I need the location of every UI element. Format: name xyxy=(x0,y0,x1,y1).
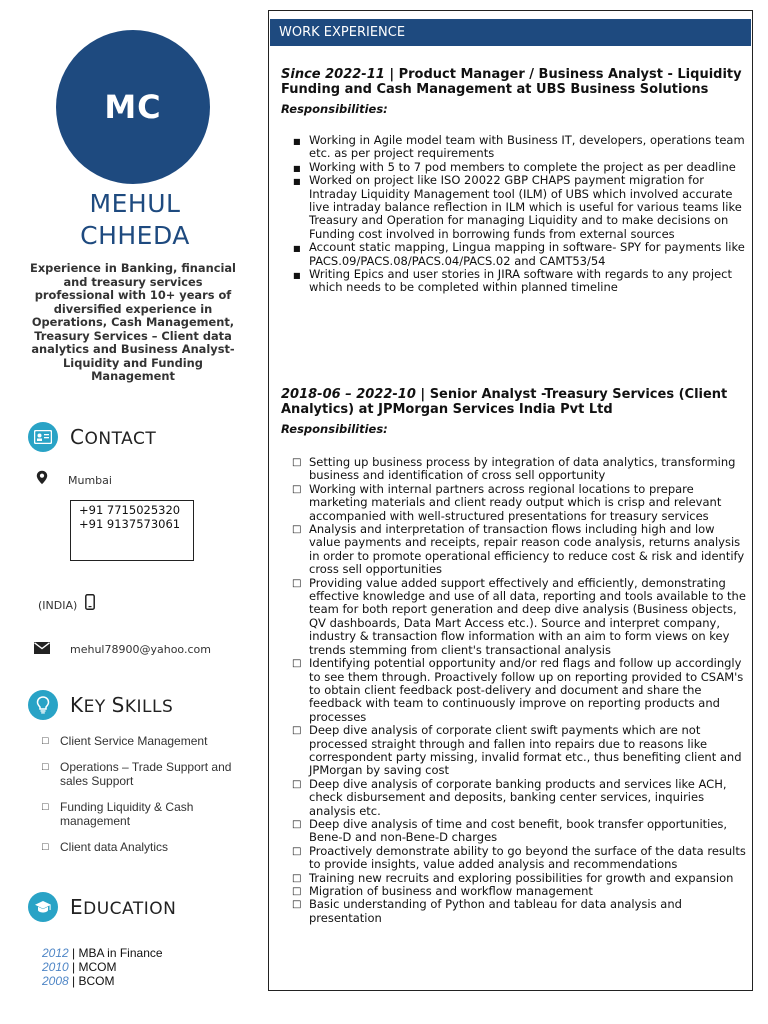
phone-number[interactable]: +91 9137573061 xyxy=(79,517,181,531)
phone-numbers-box xyxy=(70,500,194,561)
education-item: 2008 | BCOM xyxy=(42,974,115,988)
square-bullet-icon: ■ xyxy=(293,163,301,173)
name-line-first: MEHUL xyxy=(89,189,181,218)
square-bullet-icon: ■ xyxy=(293,244,301,254)
left-sidebar xyxy=(0,0,262,1024)
skill-item: □ Funding Liquidity & Cash management xyxy=(42,800,194,828)
job-entry xyxy=(281,387,749,925)
responsibility-item: □ Identifying potential opportunity and/or red flags and follow up accordingly to see them through. Proactively follow up on reporting provided to CSAM's to obtain client feedback post-delivery and document and share the feedback with team to continuously improve on reporting products and processes xyxy=(292,656,744,724)
responsibility-item: □ Analysis and interpretation of transaction flows including high and low value payments and receipts, repair reason code analysis, returns analysis in order to promote operational efficiency to reduce cost & risk and identify cross sell opportunities xyxy=(292,522,745,577)
responsibility-item: ■ Writing Epics and user stories in JIRA software with regards to any project which needs to be completed within planned timeline xyxy=(293,267,733,295)
square-bullet-icon: ■ xyxy=(293,177,301,187)
name-line-last: CHHEDA xyxy=(80,221,190,250)
square-bullet-icon: ■ xyxy=(293,271,301,281)
country-label: (INDIA) xyxy=(38,599,78,612)
skill-item: □ Operations – Trade Support and sales Support xyxy=(42,760,232,788)
responsibility-item: ■ Working in Agile model team with Business IT, developers, operations team etc. as per project requirements xyxy=(293,133,745,161)
work-experience-panel xyxy=(268,10,753,991)
responsibility-item: □ Proactively demonstrate ability to go beyond the surface of the data results to provide insights, value added analysis and recommendations xyxy=(292,843,746,872)
checkbox-bullet-icon: □ xyxy=(292,886,302,897)
education-item: 2012 | MBA in Finance xyxy=(42,946,163,960)
job-title: Since 2022-11 | Product Manager / Business Analyst - Liquidity Funding and Cash Management at UBS Business Solutions xyxy=(281,67,742,97)
checkbox-bullet-icon: □ xyxy=(292,658,302,670)
education-section-header xyxy=(28,892,176,922)
responsibility-item: □ Basic understanding of Python and tableau for data analysis and presentation xyxy=(292,897,682,925)
lightbulb-icon xyxy=(28,690,58,720)
contact-card-icon xyxy=(28,422,58,452)
contact-section-header xyxy=(28,422,156,452)
responsibilities-label: Responsibilities: xyxy=(281,102,388,116)
responsibility-item: ■ Account static mapping, Lingua mapping in software- SPY for payments like PACS.09/PACS.08/PACS.04/PACS.02 and CAMT53/54 xyxy=(293,240,745,268)
responsibilities-list xyxy=(281,456,749,925)
responsibility-item: □ Deep dive analysis of time and cost benefit, book transfer opportunities, Bene-D and non-Bene-D charges xyxy=(292,816,728,845)
location-row xyxy=(36,470,112,486)
checkbox-bullet-icon: □ xyxy=(292,483,302,495)
envelope-icon xyxy=(34,642,52,657)
candidate-name xyxy=(40,188,230,252)
checkbox-bullet-icon: □ xyxy=(292,725,302,737)
responsibility-item: □ Providing value added support effectively and efficiently, demonstrating effective knowledge and use of all data, reporting and tools available to the team for both report generation and deep dive analysis (Business objects, QV dashboards, Data Mart Access etc.). Source and interpret company, industry & transaction flow information with an aim to form views on key trends stemming from client's transactional analysis xyxy=(292,575,746,657)
mobile-phone-icon xyxy=(85,594,95,613)
country-row xyxy=(38,596,95,615)
graduation-cap-icon xyxy=(28,892,58,922)
checkbox-bullet-icon: □ xyxy=(292,899,302,911)
checkbox-bullet-icon: □ xyxy=(292,845,302,857)
education-section-title: EDUCATION xyxy=(70,895,177,919)
avatar-initials: MC xyxy=(104,88,162,126)
checkbox-bullet-icon: □ xyxy=(292,524,302,536)
contact-section-title: CONTACT xyxy=(70,425,157,449)
skills-section-title: KEY SKILLS xyxy=(70,693,174,717)
job-entry xyxy=(281,67,749,295)
skills-list xyxy=(40,734,240,866)
checkbox-bullet-icon: □ xyxy=(42,801,49,813)
checkbox-bullet-icon: □ xyxy=(42,841,49,853)
responsibility-item: □ Deep dive analysis of corporate client swift payments which are not processed straight through and fallen into repairs due to reasons like correspondent party missing, invalid format etc., thus benefiting client and JPMorgan by saving cost xyxy=(292,723,742,778)
checkbox-bullet-icon: □ xyxy=(42,735,49,747)
responsibility-item: □ Migration of business and workflow management xyxy=(292,884,593,898)
square-bullet-icon: ■ xyxy=(293,137,301,146)
checkbox-bullet-icon: □ xyxy=(292,818,302,830)
responsibility-item: □ Working with internal partners across regional locations to prepare marketing materials and client ready output which is crisp and relevant accompanied with well-structured presentations for treasury services xyxy=(292,481,722,523)
email-row xyxy=(34,642,211,657)
skills-section-header xyxy=(28,690,173,720)
responsibilities-list xyxy=(281,134,749,295)
work-experience-header: WORK EXPERIENCE xyxy=(270,19,751,46)
education-item: 2010 | MCOM xyxy=(42,960,117,974)
job-title: 2018-06 – 2022-10 | Senior Analyst -Treasury Services (Client Analytics) at JPMorgan Services India Pvt Ltd xyxy=(281,387,728,417)
responsibilities-label: Responsibilities: xyxy=(281,422,388,436)
location-city: Mumbai xyxy=(68,473,112,487)
responsibility-item: ■ Worked on project like ISO 20022 GBP CHAPS payment migration for Intraday Liquidity Management tool (ILM) of UBS which involved accurate live intraday balance reflection in ILM which is useful for various teams like Treasury and Operation for managing Liquidity and to make decisions on Funding cost involved in borrowing funds from external sources xyxy=(293,173,742,241)
checkbox-bullet-icon: □ xyxy=(292,577,302,589)
avatar xyxy=(56,30,210,184)
profile-summary: Experience in Banking, financial and treasury services professional with 10+ years of diversified experience in Operations, Cash Management, Treasury Services – Client data analytics and Business Analyst- Liquidity and Funding Management xyxy=(30,261,236,383)
email-address[interactable]: mehul78900@yahoo.com xyxy=(70,643,211,656)
responsibility-item: □ Training new recruits and exploring possibilities for growth and expansion xyxy=(292,870,734,885)
phone-number[interactable]: +91 7715025320 xyxy=(79,503,181,517)
responsibility-item: □ Setting up business process by integration of data analytics, transforming business and identification of cross sell opportunity xyxy=(292,455,736,483)
location-pin-icon xyxy=(36,470,50,486)
responsibility-item: ■ Working with 5 to 7 pod members to complete the project as per deadline xyxy=(293,159,736,174)
checkbox-bullet-icon: □ xyxy=(292,872,302,884)
education-list xyxy=(42,946,163,988)
checkbox-bullet-icon: □ xyxy=(42,761,49,773)
checkbox-bullet-icon: □ xyxy=(292,778,302,790)
responsibility-item: □ Deep dive analysis of corporate banking products and services like ACH, check disbursement and deposits, banking center services, inquiries analysis etc. xyxy=(292,776,727,818)
checkbox-bullet-icon: □ xyxy=(292,457,302,468)
skill-item: □ Client Service Management xyxy=(42,734,208,748)
skill-item: □ Client data Analytics xyxy=(42,840,169,854)
